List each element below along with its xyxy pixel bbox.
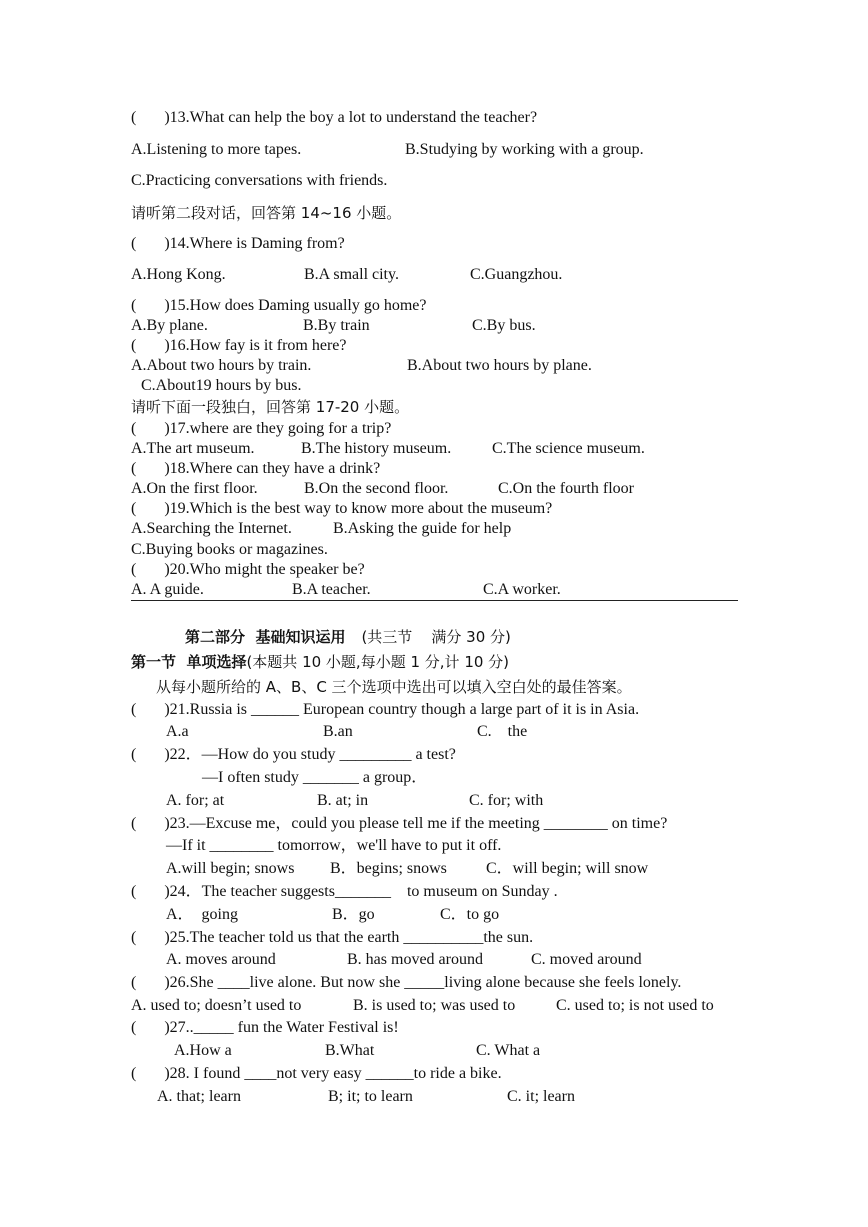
section1-heading-rest: (本题共 10 小题,每小题 1 分,计 10 分) [246, 653, 510, 671]
option-26-b: B. is used to; was used to [353, 997, 516, 1014]
option-18-a: A.On the first floor. [131, 480, 258, 497]
option-16-b: B.About two hours by plane. [407, 357, 592, 374]
question-15: ( )15.How does Daming usually go home? [131, 297, 427, 314]
question-14: ( )14.Where is Daming from? [131, 235, 345, 252]
part2-heading-bold: 第二部分 基础知识运用 [185, 628, 346, 646]
option-25-a: A. moves around [166, 951, 276, 968]
option-17-a: A.The art museum. [131, 440, 255, 457]
option-27-a: A.How a [174, 1042, 232, 1059]
question-23: ( )23.—Excuse me，could you please tell me if the meeting ________ on time? [131, 815, 668, 832]
option-28-a: A. that; learn [157, 1088, 241, 1105]
question-13: ( )13.What can help the boy a lot to understand the teacher? [131, 109, 538, 126]
option-20-a: A. A guide. [131, 581, 204, 598]
question-24: ( )24．The teacher suggests_______ to museum on Sunday . [131, 883, 558, 900]
option-27-b: B.What [325, 1042, 375, 1059]
option-23-b: B．begins; snows [330, 860, 447, 877]
part2-heading [185, 627, 511, 648]
option-28-b: B; it; to learn [328, 1088, 413, 1105]
question-23-line2: —If it ________ tomorrow，we'll have to put it off. [166, 837, 502, 854]
option-18-b: B.On the second floor. [304, 480, 449, 497]
option-15-a: A.By plane. [131, 317, 208, 334]
option-13-c: C.Practicing conversations with friends. [131, 172, 388, 189]
option-26-a: A. used to; doesn’t used to [131, 997, 302, 1014]
option-20-b: B.A teacher. [292, 581, 371, 598]
option-17-b: B.The history museum. [301, 440, 452, 457]
section-divider [131, 600, 738, 601]
option-24-c: C．to go [440, 906, 500, 923]
question-26: ( )26.She ____live alone. But now she _____living alone because she feels lonely. [131, 974, 682, 991]
question-22-line2: —I often study _______ a group． [202, 769, 428, 786]
option-18-c: C.On the fourth floor [498, 480, 634, 497]
option-15-b: B.By train [303, 317, 370, 334]
listening-instruction-3: 请听下面一段独白，回答第 17-20 小题。 [131, 398, 410, 416]
option-13-a: A.Listening to more tapes. [131, 141, 302, 158]
option-25-c: C. moved around [531, 951, 642, 968]
option-21-b: B.an [323, 723, 353, 740]
question-22: ( )22．—How do you study _________ a test? [131, 746, 456, 763]
option-22-b: B. at; in [317, 792, 369, 809]
section1-heading-bold: 第一节 单项选择 [131, 653, 247, 671]
question-27: ( )27.._____ fun the Water Festival is! [131, 1019, 399, 1036]
listening-instruction-2: 请听第二段对话，回答第 14~16 小题。 [131, 204, 402, 222]
option-16-a: A.About two hours by train. [131, 357, 312, 374]
option-21-c: C. the [477, 723, 528, 740]
question-17: ( )17.where are they going for a trip? [131, 420, 392, 437]
option-19-c: C.Buying books or magazines. [131, 541, 328, 558]
question-18: ( )18.Where can they have a drink? [131, 460, 381, 477]
option-16-c: C.About19 hours by bus. [141, 377, 302, 394]
option-23-c: C．will begin; will snow [486, 860, 649, 877]
option-20-c: C.A worker. [483, 581, 561, 598]
part2-heading-rest: (共三节 满分 30 分) [361, 628, 511, 646]
option-27-c: C. What a [476, 1042, 541, 1059]
section1-instruction: 从每小题所给的 A、B、C 三个选项中选出可以填入空白处的最佳答案。 [156, 678, 632, 696]
option-23-a: A.will begin; snows [166, 860, 295, 877]
option-19-a: A.Searching the Internet. [131, 520, 292, 537]
section1-heading [131, 652, 509, 673]
option-14-c: C.Guangzhou. [470, 266, 563, 283]
option-13-b: B.Studying by working with a group. [405, 141, 644, 158]
option-14-a: A.Hong Kong. [131, 266, 226, 283]
option-17-c: C.The science museum. [492, 440, 645, 457]
option-28-c: C. it; learn [507, 1088, 575, 1105]
option-26-c: C. used to; is not used to [556, 997, 714, 1014]
option-24-b: B．go [332, 906, 375, 923]
option-22-c: C. for; with [469, 792, 544, 809]
option-24-a: A． going [166, 906, 239, 923]
question-25: ( )25.The teacher told us that the earth __________the sun. [131, 929, 534, 946]
question-20: ( )20.Who might the speaker be? [131, 561, 365, 578]
option-14-b: B.A small city. [304, 266, 399, 283]
question-16: ( )16.How fay is it from here? [131, 337, 347, 354]
question-21: ( )21.Russia is ______ European country though a large part of it is in Asia. [131, 701, 640, 718]
question-19: ( )19.Which is the best way to know more about the museum? [131, 500, 553, 517]
option-22-a: A. for; at [166, 792, 225, 809]
option-19-b: B.Asking the guide for help [333, 520, 512, 537]
option-21-a: A.a [166, 723, 189, 740]
option-25-b: B. has moved around [347, 951, 483, 968]
question-28: ( )28. I found ____not very easy ______to ride a bike. [131, 1065, 502, 1082]
option-15-c: C.By bus. [472, 317, 536, 334]
